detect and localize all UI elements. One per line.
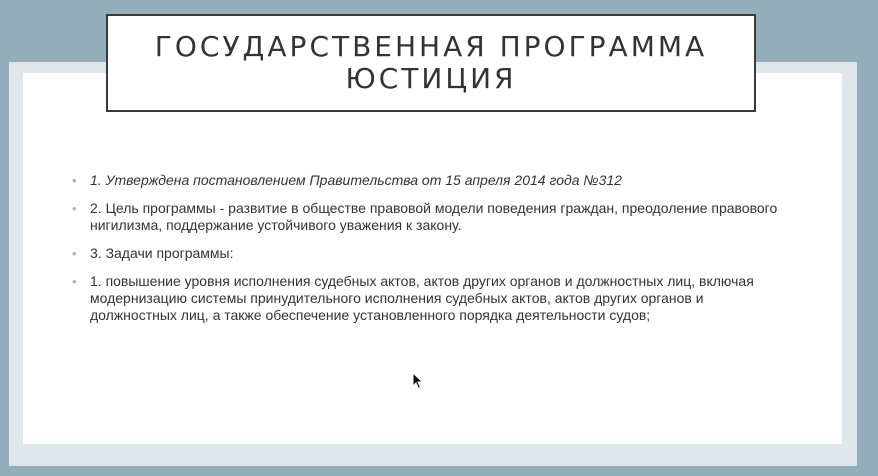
bullet-list <box>70 172 790 335</box>
bullet-dot: • <box>72 274 77 289</box>
slide-frame <box>9 62 857 466</box>
bullet-text: 1. Утверждена постановлением Правительства от 15 апреля 2014 года №312 <box>90 172 622 188</box>
bullet-item-approval <box>70 172 790 189</box>
slide-title-line-2: ЮСТИЦИЯ <box>345 62 517 95</box>
bullet-text: 3. Задачи программы: <box>90 245 234 261</box>
bullet-item-task-1 <box>70 273 790 324</box>
bullet-text: 1. повышение уровня исполнения судебных актов, актов других органов и должностных лиц, включая модернизацию системы принудительного исполнения судебных актов, актов других органов и должностных лиц, а также обеспечение установленного порядка деятельности судов; <box>90 273 754 323</box>
bullet-dot: • <box>72 246 77 261</box>
slide-title-line-1: ГОСУДАРСТВЕННАЯ ПРОГРАММА <box>154 30 708 63</box>
bullet-item-goal <box>70 200 790 234</box>
mouse-pointer-icon <box>412 372 424 390</box>
bullet-dot: • <box>72 173 77 188</box>
slide-content-area <box>23 73 842 444</box>
bullet-text: 2. Цель программы - развитие в обществе правовой модели поведения граждан, преодоление правового нигилизма, поддержание устойчивого уважения к закону. <box>90 200 778 233</box>
bullet-dot: • <box>72 201 77 216</box>
bullet-item-tasks <box>70 245 790 262</box>
slide-title-box <box>106 14 756 112</box>
